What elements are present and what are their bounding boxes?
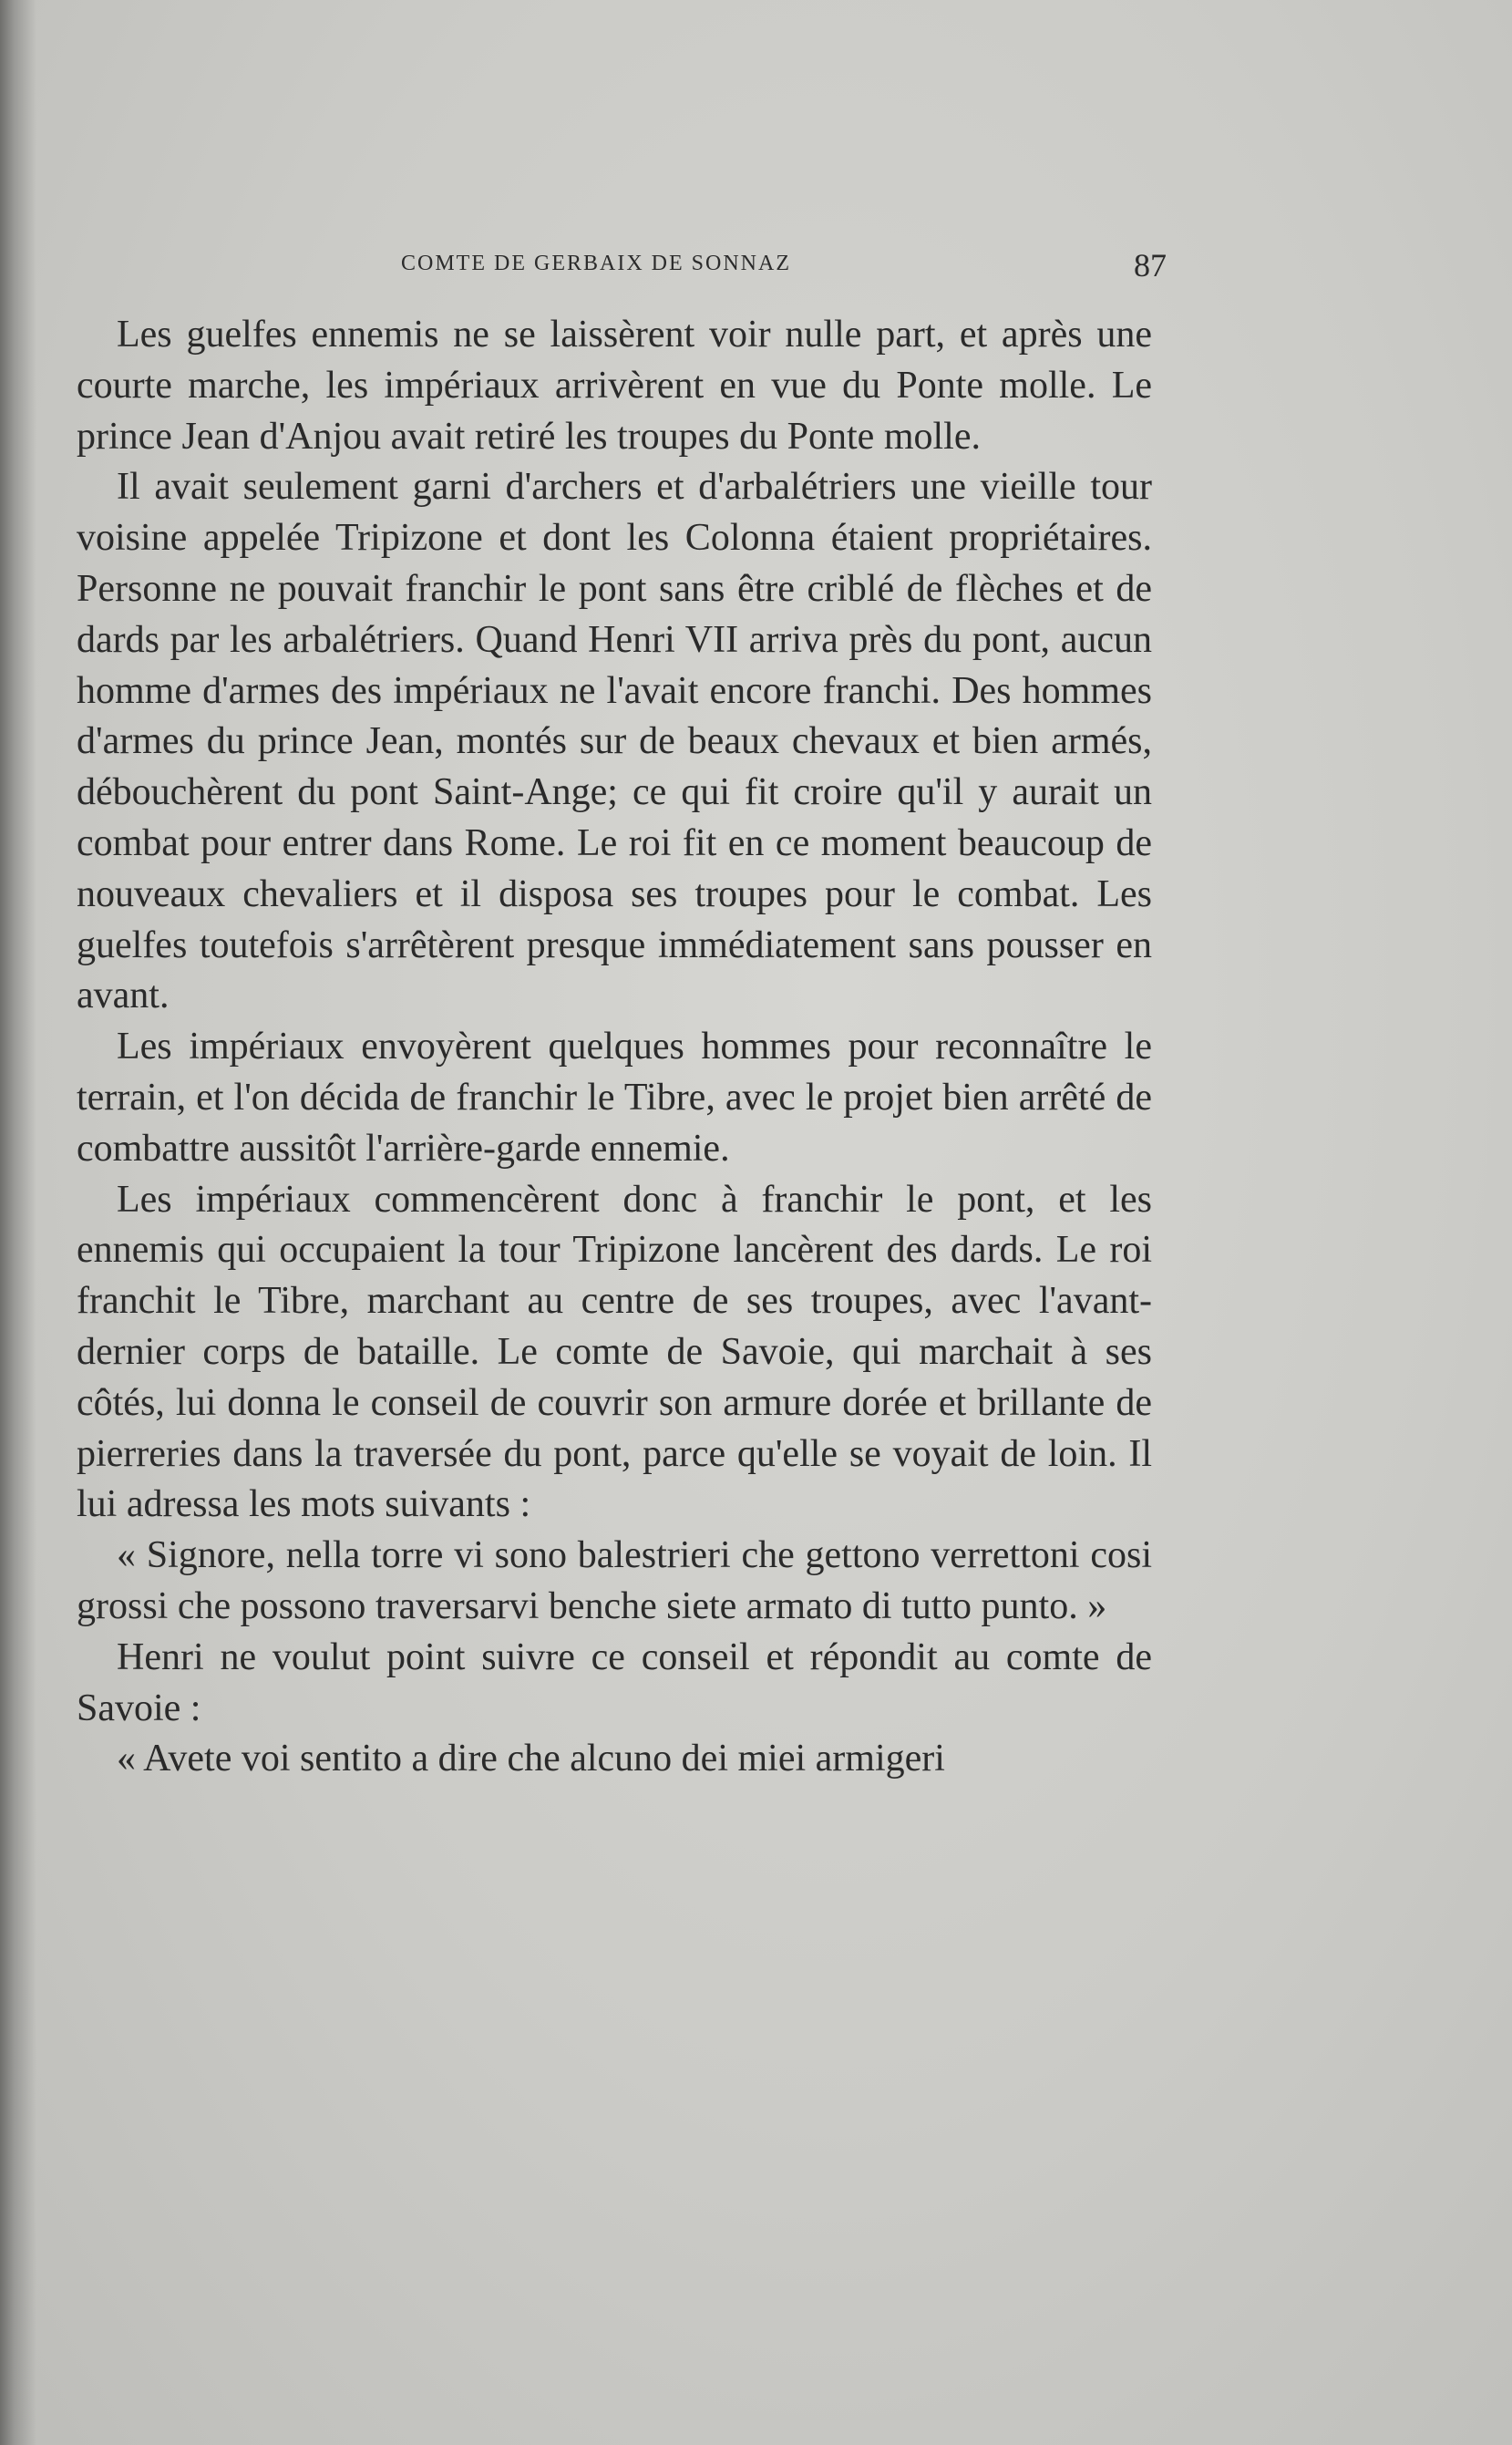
page-header <box>73 246 1167 292</box>
paragraph: Les impériaux envoyèrent quelques hommes pour reconnaître le terrain, et l'on décida de franchir le Tibre, avec le projet bien arrêté de combattre aussitôt l'arrière-garde ennemie. <box>77 1026 1152 1170</box>
running-title: COMTE DE GERBAIX DE SONNAZ <box>401 252 791 275</box>
paragraph: Henri ne voulut point suivre ce conseil et répondit au comte de Savoie : <box>77 1635 1152 1729</box>
page-number: 87 <box>1134 247 1167 284</box>
paragraph: Il avait seulement garni d'archers et d'arbalétriers une vieille tour voisine appelée Tripizone et dont les Colonna étaient propriétaires. Personne ne pouvait franchir le pont sans être criblé de flèches et de dards par les arbalétriers. Quand Henri VII arriva près du pont, aucun homme d'armes des impériaux ne l'avait encore franchi. Des hommes d'armes du prince Jean, montés sur de beaux chevaux et bien armés, débouchèrent du pont Saint-Ange; ce qui fit croire qu'il y aurait un combat pour entrer dans Rome. Le roi fit en ce moment beaucoup de nouveaux chevaliers et il disposa ses troupes pour le combat. Les guelfes toutefois s'arrêtèrent presque immédiatement sans pousser en avant. <box>77 466 1152 1017</box>
quotation-paragraph: « Signore, nella torre vi sono balestrieri che gettono verrettoni cosi grossi che possono traversarvi benche siete armato di tutto punto. » <box>77 1534 1152 1627</box>
paragraph: Les guelfes ennemis ne se laissèrent voir nulle part, et après une courte marche, les impériaux arrivèrent en vue du Ponte molle. Le prince Jean d'Anjou avait retiré les troupes du Ponte molle. <box>77 314 1152 458</box>
paragraph: Les impériaux commencèrent donc à franchir le pont, et les ennemis qui occupaient la tour Tripizone lancèrent des dards. Le roi franchit le Tibre, marchant au centre de ses troupes, avec l'avant-dernier corps de bataille. Le comte de Savoie, qui marchait à ses côtés, lui donna le conseil de couvrir son armure dorée et brillante de pierreries dans la traversée du pont, parce qu'elle se voyait de loin. Il lui adressa les mots suivants : <box>77 1178 1152 1526</box>
quotation-paragraph: « Avete voi sentito a dire che alcuno dei miei armigeri <box>117 1738 945 1780</box>
binding-gutter-shadow <box>0 0 36 2445</box>
body-text <box>77 310 1152 1785</box>
